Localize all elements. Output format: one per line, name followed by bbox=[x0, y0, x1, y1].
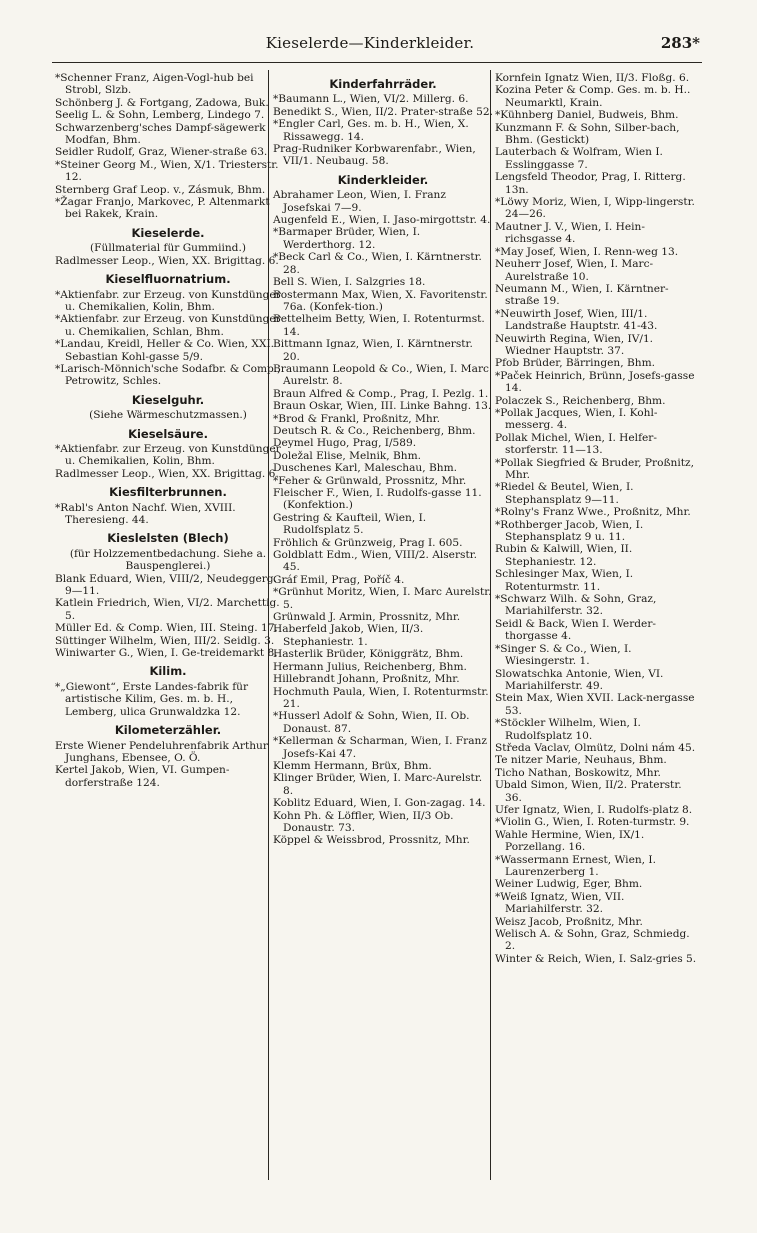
section-heading: Kieselsäure. bbox=[128, 426, 208, 441]
directory-entry: Welisch A. & Sohn, Graz, Schmiedg. 2. bbox=[495, 928, 690, 953]
directory-entry: Schönberg J. & Fortgang, Zadowa, Buk. bbox=[55, 96, 269, 109]
directory-entry: Doležal Elise, Melnik, Bhm. bbox=[273, 449, 422, 462]
directory-entry: *Barmaper Brüder, Wien, I. Werderthorg. 12. bbox=[273, 226, 421, 251]
directory-entry: *Violin G., Wien, I. Roten-turmstr. 9. bbox=[495, 816, 690, 829]
directory-entry: Blank Eduard, Wien, VIII/2, Neudeggerg. 9—11. bbox=[55, 572, 277, 598]
directory-entry: *Aktienfabr. zur Erzeug. von Kunstdünger u. Chemikalien, Kolin, Bhm. bbox=[55, 442, 281, 468]
directory-entry: Pfob Brüder, Bärringen, Bhm. bbox=[495, 357, 656, 370]
directory-entry: *Stöckler Wilhelm, Wien, I. Rudolfsplatz 10. bbox=[495, 717, 641, 742]
directory-entry: Te nitzer Marie, Neuhaus, Bhm. bbox=[495, 754, 667, 767]
directory-entry: Duschenes Karl, Maleschau, Bhm. bbox=[273, 462, 457, 475]
directory-entry: Winter & Reich, Wien, I. Salz-gries 5. bbox=[495, 952, 697, 965]
directory-entry: *Paček Heinrich, Brünn, Josefs-gasse 14. bbox=[495, 369, 695, 395]
directory-entry: Neuherr Josef, Wien, I. Marc-Aurelstraße 10. bbox=[495, 258, 654, 283]
directory-entry: Ubald Simon, Wien, II/2. Praterstr. 36. bbox=[495, 779, 682, 804]
directory-entry: Rubin & Kalwill, Wien, II. Stephaniestr. 12. bbox=[495, 543, 633, 568]
directory-entry: Mautner J. V., Wien, I. Hein-richsgasse 4. bbox=[495, 220, 645, 246]
directory-entry: Lengsfeld Theodor, Prag, I. Ritterg. 13n. bbox=[495, 171, 686, 196]
directory-entry: Weisz Jacob, Proßnitz, Mhr. bbox=[495, 915, 643, 928]
page-number: 283* bbox=[660, 34, 700, 52]
directory-entry: Gestring & Kaufteil, Wien, I. Rudolfsplatz 5. bbox=[273, 511, 427, 537]
directory-entry: *Baumann L., Wien, VI/2. Millerg. 6. bbox=[273, 93, 469, 106]
directory-entry: Seidler Rudolf, Graz, Wiener-straße 63. bbox=[55, 146, 268, 159]
directory-entry: Lauterbach & Wolfram, Wien I. Esslinggasse 7. bbox=[495, 146, 663, 171]
directory-entry: *Rabl's Anton Nachf. Wien, XVIII. Theresieng. 44. bbox=[55, 501, 236, 526]
directory-entry: *Landau, Kreidl, Heller & Co. Wien, XXI. Sebastian Kohl-gasse 5/9. bbox=[55, 338, 275, 363]
header-rule bbox=[52, 62, 702, 63]
directory-entry: Stein Max, Wien XVII. Lack-nergasse 53. bbox=[495, 692, 695, 717]
directory-entry: Grünwald J. Armin, Prossnitz, Mhr. bbox=[273, 611, 461, 624]
directory-entry: Braun Alfred & Comp., Prag, I. Pezlg. 1. bbox=[273, 387, 489, 400]
directory-entry: Haberfeld Jakob, Wien, II/3. Stephaniestr. 1. bbox=[273, 623, 424, 648]
directory-entry: Klinger Brüder, Wien, I. Marc-Aurelstr. 8. bbox=[273, 772, 483, 797]
directory-entry: *Aktienfabr. zur Erzeug. von Kunstdünger u. Chemikalien, Schlan, Bhm. bbox=[55, 313, 281, 338]
section-note: (Füllmaterial für Gummiind.) bbox=[90, 242, 246, 255]
section-heading: Kinderfahrräder. bbox=[329, 77, 437, 91]
section-note: (Siehe Wärmeschutzmassen.) bbox=[89, 409, 247, 422]
directory-entry: *Schenner Franz, Aigen-Vogl-hub bei Strobl, Slzb. bbox=[55, 72, 254, 97]
directory-entry: Seelig L. & Sohn, Lemberg, Lindego 7. bbox=[55, 109, 265, 122]
directory-entry: *Riedel & Beutel, Wien, I. Stephansplatz 9—11. bbox=[495, 481, 634, 506]
directory-entry: Benedikt S., Wien, II/2. Prater-straße 52. bbox=[273, 105, 493, 118]
directory-entry: *Pollak Siegfried & Bruder, Proßnitz, Mhr. bbox=[495, 456, 694, 481]
directory-entry: Fleischer F., Wien, I. Rudolfs-gasse 11. (Konfektion.) bbox=[273, 487, 482, 512]
directory-entry: Radlmesser Leop., Wien, XX. Brigittag. 6. bbox=[55, 467, 279, 480]
directory-entry: *Larisch-Mönnich'sche Sodafbr. & Comp., Petrowitz, Schles. bbox=[55, 362, 281, 388]
directory-entry: Polaczek S., Reichenberg, Bhm. bbox=[495, 394, 666, 407]
section-heading: Kieselfluornatrium. bbox=[105, 272, 231, 287]
directory-entry: *Rothberger Jacob, Wien, I. Stephansplatz 9 u. 11. bbox=[495, 518, 644, 544]
directory-entry: Fröhlich & Grünzweig, Prag I. 605. bbox=[273, 536, 463, 549]
directory-entry: Katlein Friedrich, Wien, VI/2. Marchettig. 5. bbox=[55, 597, 280, 622]
directory-entry: Müller Ed. & Comp. Wien, III. Steing. 17. bbox=[55, 622, 278, 635]
directory-entry: Schlesinger Max, Wien, I. Rotenturmstr. 11. bbox=[495, 568, 634, 593]
directory-entry: Köppel & Weissbrod, Prossnitz, Mhr. bbox=[273, 834, 470, 847]
column-3 bbox=[495, 72, 701, 965]
section-heading: Kieselerde. bbox=[131, 225, 205, 240]
directory-entry: Schwarzenberg'sches Dampf-sägewerk Modfan, Bhm. bbox=[55, 121, 266, 147]
directory-entry: *Singer S. & Co., Wien, I. Wiesingerstr. 1. bbox=[495, 642, 632, 668]
directory-entry: Neumann M., Wien, I. Kärntner-straße 19. bbox=[495, 282, 669, 308]
directory-entry: Kornfein Ignatz Wien, II/3. Floßg. 6. bbox=[495, 72, 690, 84]
directory-entry: Hasterlik Brüder, Königgrätz, Bhm. bbox=[273, 648, 464, 661]
directory-entry: *Neuwirth Josef, Wien, III/1. Landstraße Hauptstr. 41-43. bbox=[495, 307, 658, 333]
directory-entry: Braun Oskar, Wien, III. Linke Bahng. 13. bbox=[273, 400, 492, 413]
directory-entry: Kozina Peter & Comp. Ges. m. b. H.. Neumarktl, Krain. bbox=[495, 84, 691, 109]
directory-entry: *Kühnberg Daniel, Budweis, Bhm. bbox=[495, 109, 679, 122]
directory-entry: Hermann Julius, Reichenberg, Bhm. bbox=[273, 660, 467, 673]
directory-entry: *Wassermann Ernest, Wien, I. Laurenzerberg 1. bbox=[495, 853, 656, 878]
directory-entry: Braumann Leopold & Co., Wien, I. Marc Aurelstr. 8. bbox=[273, 362, 489, 388]
directory-entry: Neuwirth Regina, Wien, IV/1. Wiedner Hauptstr. 37. bbox=[495, 332, 654, 357]
directory-entry: *Kellerman & Scharman, Wien, I. Franz Josefs-Kai 47. bbox=[273, 735, 487, 760]
directory-entry: Bell S. Wien, I. Salzgries 18. bbox=[273, 276, 426, 289]
directory-entry: Prag-Rudniker Korbwarenfabr., Wien, VII/1. Neubaug. 58. bbox=[273, 143, 476, 168]
section-heading: Kieslelsten (Blech) bbox=[107, 531, 229, 546]
directory-entry: Erste Wiener Pendeluhrenfabrik Arthur Junghans, Ebensee, O. Ö. bbox=[55, 739, 268, 764]
directory-entry: Kertel Jakob, Wien, VI. Gumpen-dorferstraße 124. bbox=[55, 764, 230, 789]
section-heading: Kieselguhr. bbox=[131, 392, 205, 407]
directory-entry: Weiner Ludwig, Eger, Bhm. bbox=[495, 878, 643, 891]
directory-entry: Abrahamer Leon, Wien, I. Franz Josefskai 7—9. bbox=[273, 189, 446, 214]
directory-entry: *Brod & Frankl, Proßnitz, Mhr. bbox=[273, 412, 440, 425]
directory-entry: Süttinger Wilhelm, Wien, III/2. Seidlg. 3. bbox=[55, 634, 275, 647]
directory-entry: *Löwy Moriz, Wien, I, Wipp-lingerstr. 24—26. bbox=[495, 196, 695, 221]
directory-entry: *Feher & Grünwald, Prossnitz, Mhr. bbox=[273, 474, 467, 487]
directory-entry: Klemm Hermann, Brüx, Bhm. bbox=[273, 759, 432, 772]
section-note: (für Holzzementbedachung. Siehe a. Bauspenglerei.) bbox=[69, 547, 267, 573]
directory-entry: Gráf Emil, Prag, Poříč 4. bbox=[273, 573, 405, 586]
section-heading: Kilometerzähler. bbox=[114, 723, 222, 738]
directory-entry: Goldblatt Edm., Wien, VIII/2. Alserstr. 45. bbox=[273, 549, 477, 574]
directory-entry: Bettelheim Betty, Wien, I. Rotenturmst. 14. bbox=[273, 313, 485, 338]
directory-entry: Bostermann Max, Wien, X. Favoritenstr. 76a. (Konfek-tion.) bbox=[273, 288, 488, 313]
directory-entry: Wahle Hermine, Wien, IX/1. Porzellang. 16. bbox=[495, 828, 645, 854]
directory-entry: *Rolny's Franz Wwe., Proßnitz, Mhr. bbox=[495, 506, 691, 519]
section-heading: Kiesfilterbrunnen. bbox=[109, 485, 227, 500]
directory-entry: *Pollak Jacques, Wien, I. Kohl-messerg. 4. bbox=[495, 406, 658, 432]
directory-entry: Winiwarter G., Wien, I. Ge-treidemarkt 8. bbox=[55, 647, 278, 660]
directory-entry: Kunzmann F. & Sohn, Silber-bach, Bhm. (Gestickt) bbox=[495, 121, 680, 147]
directory-entry: *Weiß Ignatz, Wien, VII. Mariahilferstr. 32. bbox=[495, 890, 625, 916]
directory-entry: Hillebrandt Johann, Proßnitz, Mhr. bbox=[273, 673, 460, 686]
directory-entry: *Grünhut Moritz, Wien, I. Marc Aurelstr. 5. bbox=[273, 586, 492, 611]
directory-entry: *„Giewont“, Erste Landes-fabrik für artistische Kilim, Ges. m. b. H., Lemberg, ulica Grunwaldzka 12. bbox=[55, 680, 249, 718]
directory-entry: *Aktienfabr. zur Erzeug. von Kunstdünger u. Chemikalien, Kolin, Bhm. bbox=[55, 288, 281, 313]
directory-entry: Radlmesser Leop., Wien, XX. Brigittag. 6. bbox=[55, 254, 279, 267]
directory-entry: Pollak Michel, Wien, I. Helfer-storferstr. 11—13. bbox=[495, 431, 657, 457]
directory-entry: Slowatschka Antonie, Wien, VI. Mariahilferstr. 49. bbox=[495, 667, 664, 692]
directory-entry: *Steiner Georg M., Wien, X/1. Triesterstr. 12. bbox=[55, 158, 279, 184]
directory-entry: Středa Vaclav, Olmütz, Dolni nám 45. bbox=[495, 741, 696, 754]
directory-entry: Bittmann Ignaz, Wien, I. Kärntnerstr. 20. bbox=[273, 338, 473, 363]
directory-entry: *Beck Carl & Co., Wien, I. Kärntnerstr. 28. bbox=[273, 251, 482, 276]
directory-entry: Seidl & Back, Wien I. Werder-thorgasse 4. bbox=[495, 617, 656, 643]
page-title: Kieselerde—Kinderkleider. bbox=[265, 34, 475, 52]
directory-entry: Deutsch R. & Co., Reichenberg, Bhm. bbox=[273, 424, 476, 437]
section-heading: Kinderkleider. bbox=[337, 172, 429, 187]
column-1 bbox=[55, 72, 281, 789]
directory-entry: Koblitz Eduard, Wien, I. Gon-zagag. 14. bbox=[273, 797, 486, 810]
directory-entry: Sternberg Graf Leop. v., Zásmuk, Bhm. bbox=[55, 183, 266, 196]
column-2 bbox=[273, 72, 493, 847]
directory-entry: *Schwarz Wilh. & Sohn, Graz, Mariahilferstr. 32. bbox=[495, 593, 657, 618]
directory-entry: Ticho Nathan, Boskowitz, Mhr. bbox=[495, 766, 661, 779]
directory-entry: *Engler Carl, Ges. m. b. H., Wien, X. Rissawegg. 14. bbox=[273, 118, 469, 143]
section-heading: Kilim. bbox=[149, 664, 187, 679]
directory-entry: Hochmuth Paula, Wien, I. Rotenturmstr. 21. bbox=[273, 685, 489, 710]
directory-entry: *Žagar Franjo, Markovec, P. Altenmarkt bei Rakek, Krain. bbox=[55, 196, 270, 221]
page-header bbox=[40, 34, 700, 56]
directory-entry: Augenfeld E., Wien, I. Jaso-mirgottstr. 4. bbox=[273, 214, 491, 227]
directory-entry: Kohn Ph. & Löffler, Wien, II/3 Ob. Donaustr. 73. bbox=[273, 809, 454, 834]
directory-entry: *Husserl Adolf & Sohn, Wien, II. Ob. Donaust. 87. bbox=[273, 710, 470, 735]
directory-entry: Deymel Hugo, Prag, I/589. bbox=[273, 437, 417, 450]
directory-entry: Ufer Ignatz, Wien, I. Rudolfs-platz 8. bbox=[495, 803, 693, 816]
directory-entry: *May Josef, Wien, I. Renn-weg 13. bbox=[495, 245, 679, 258]
